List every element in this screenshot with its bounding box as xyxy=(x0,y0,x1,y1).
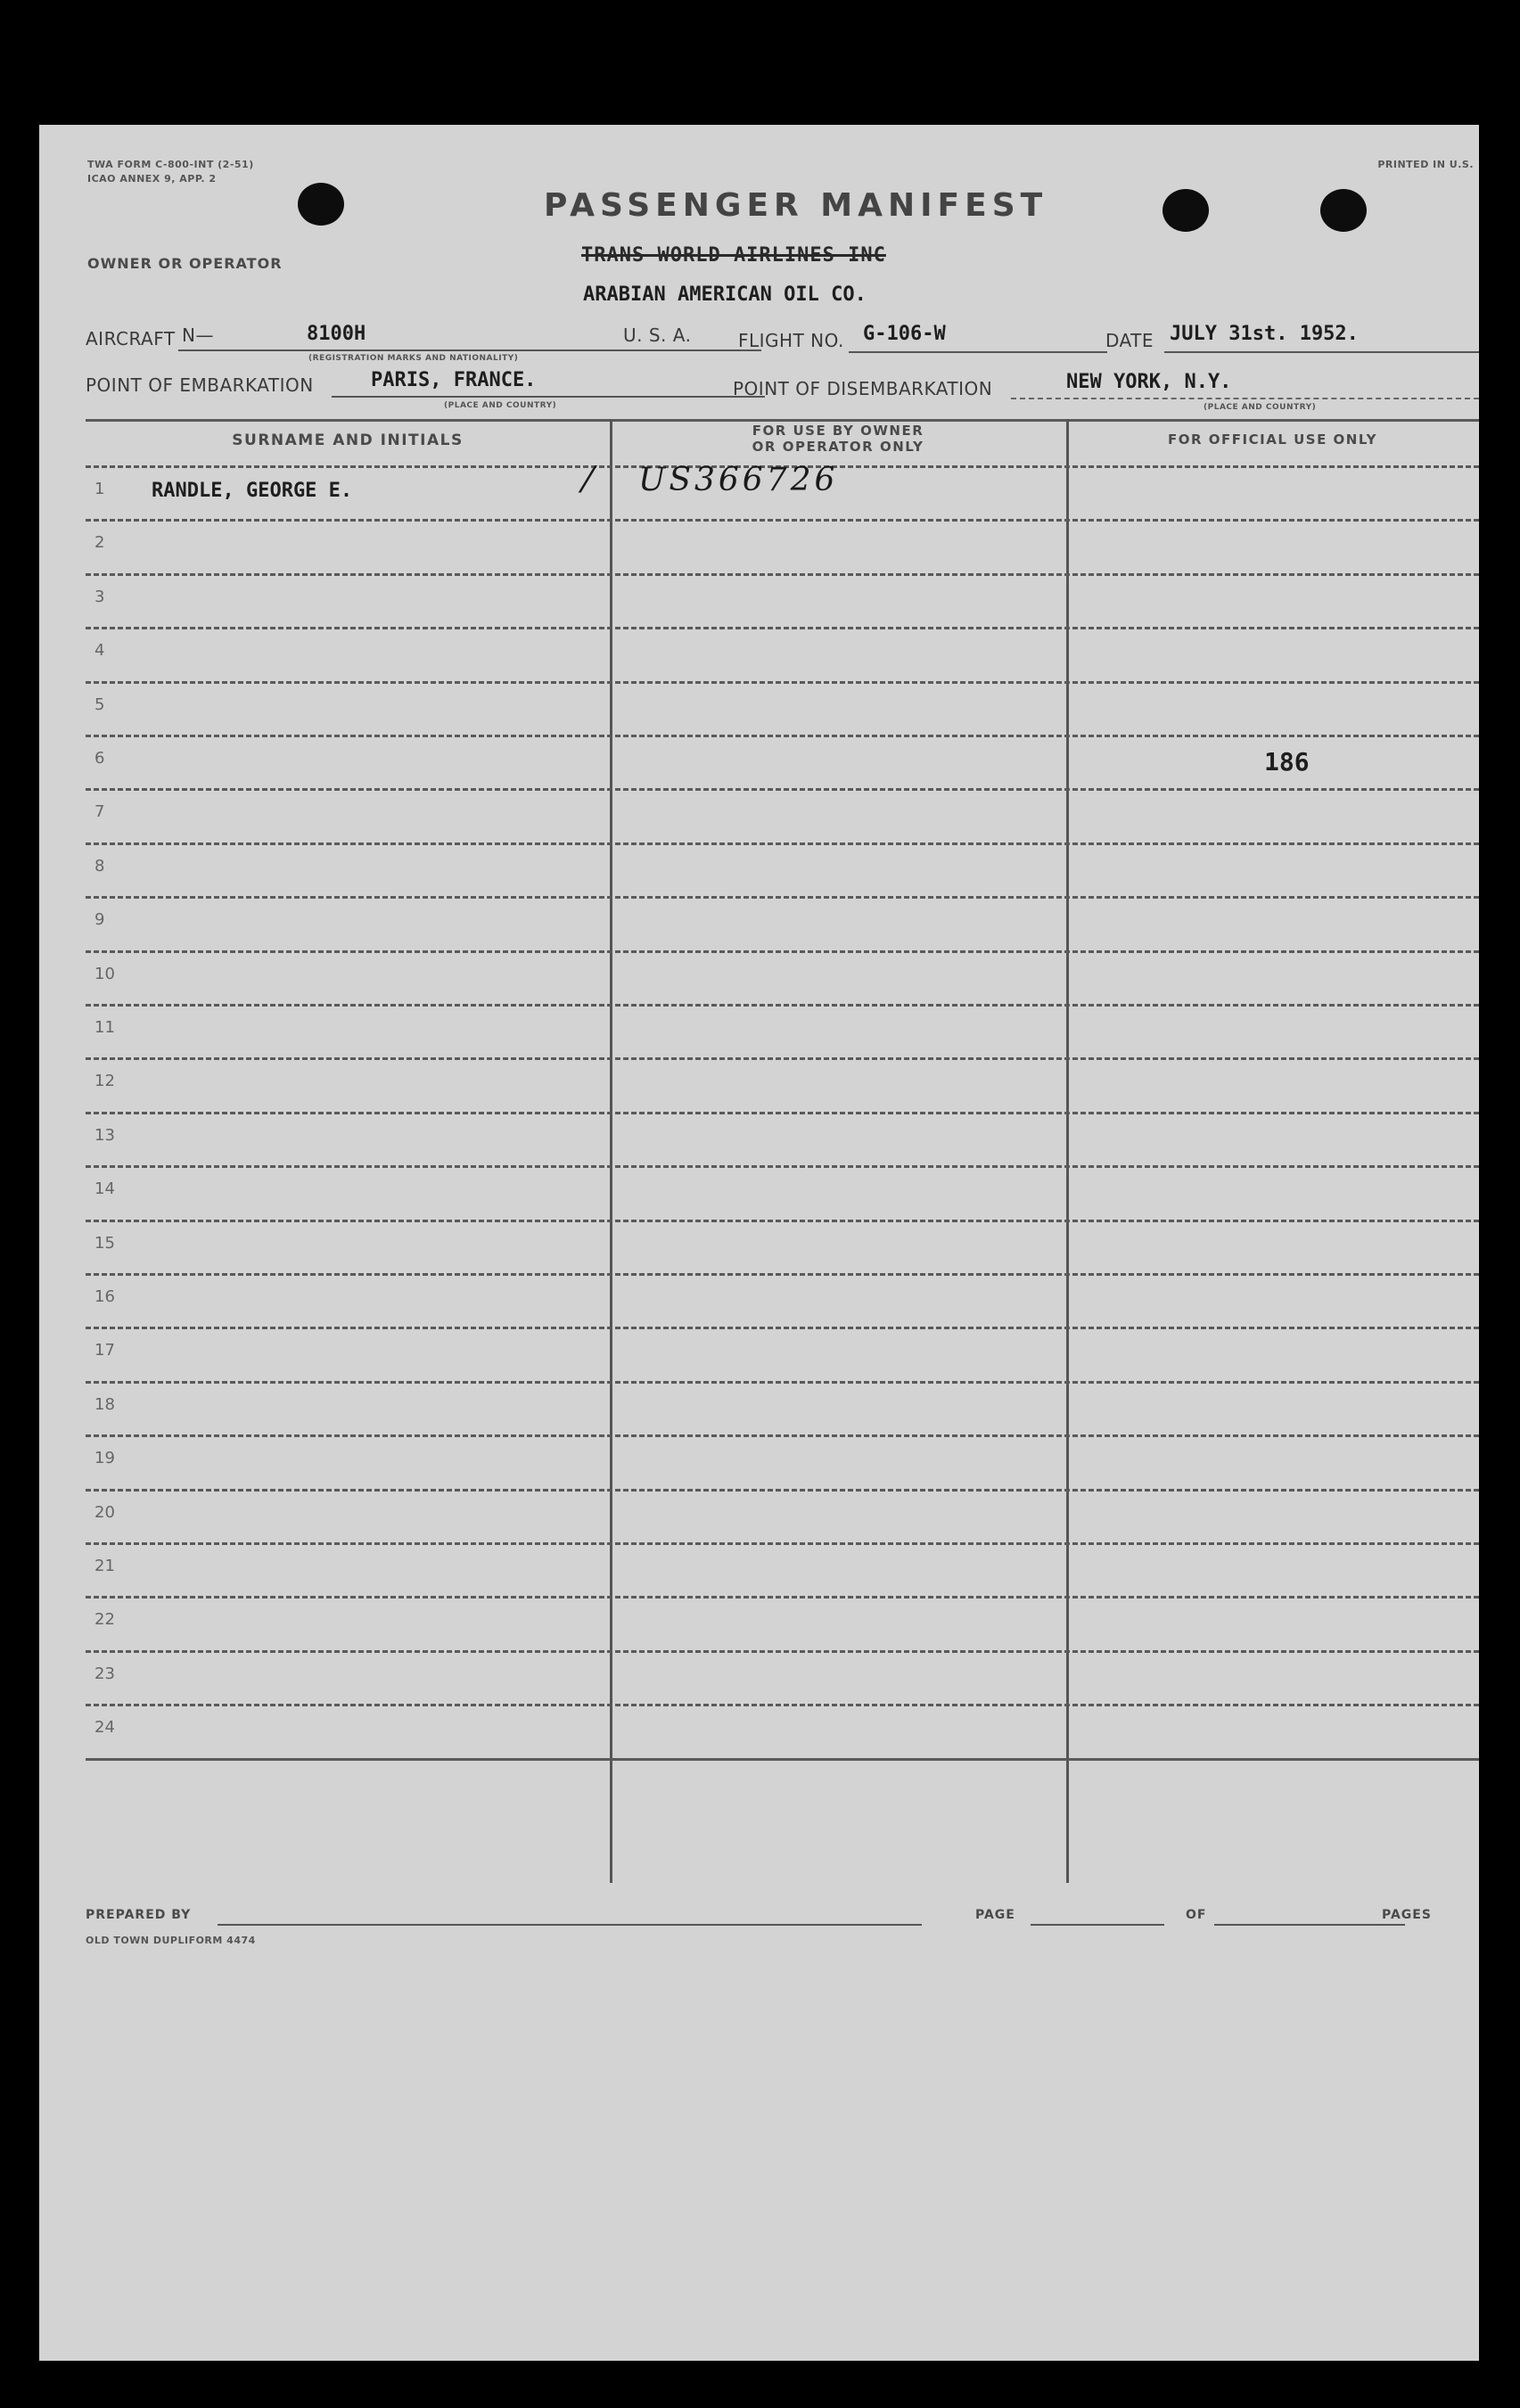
row-number: 9 xyxy=(94,910,105,930)
row-number: 17 xyxy=(94,1341,115,1360)
aircraft-label: AIRCRAFT xyxy=(86,328,176,349)
header-surname: SURNAME AND INITIALS xyxy=(232,431,464,449)
form-title: PASSENGER MANIFEST xyxy=(544,187,1048,224)
printed-in: PRINTED IN U.S. xyxy=(1377,159,1474,170)
prepared-by-line xyxy=(218,1924,922,1926)
printer-imprint: OLD TOWN DUPLIFORM 4474 xyxy=(86,1935,256,1946)
table-row xyxy=(86,1220,1479,1273)
surname-cell: RANDLE, GEORGE E. xyxy=(152,480,353,502)
table-row xyxy=(86,950,1479,1004)
pages-label: PAGES xyxy=(1382,1908,1432,1922)
official-use-cell: 186 xyxy=(1264,747,1310,777)
table-row xyxy=(86,460,1479,519)
row-number: 22 xyxy=(94,1610,115,1630)
prepared-by-label: PREPARED BY xyxy=(86,1908,192,1922)
punch-hole xyxy=(1163,189,1209,232)
icao-reference: ICAO ANNEX 9, APP. 2 xyxy=(87,173,217,185)
row-number: 15 xyxy=(94,1233,115,1253)
embarkation-underline xyxy=(332,396,765,398)
table-row xyxy=(86,1489,1479,1542)
row-number: 8 xyxy=(94,856,105,875)
date-value: JULY 31st. 1952. xyxy=(1170,323,1359,345)
passenger-table xyxy=(86,419,1479,1883)
row-number: 4 xyxy=(94,641,105,661)
table-row xyxy=(86,1542,1479,1596)
row-number: 11 xyxy=(94,1018,115,1037)
table-row xyxy=(86,735,1479,788)
header-owner-line1: FOR USE BY OWNER xyxy=(752,423,924,439)
row-number: 1 xyxy=(94,480,105,498)
disembarkation-caption: (PLACE AND COUNTRY) xyxy=(1204,403,1317,412)
table-row xyxy=(86,788,1479,842)
table-row xyxy=(86,519,1479,572)
embarkation-value: PARIS, FRANCE. xyxy=(371,369,537,391)
table-row xyxy=(86,1650,1479,1704)
row-number: 12 xyxy=(94,1072,115,1091)
aircraft-underline xyxy=(178,349,761,351)
row-number: 24 xyxy=(94,1718,115,1738)
row-number: 10 xyxy=(94,964,115,983)
table-row xyxy=(86,573,1479,627)
table-row xyxy=(86,1112,1479,1165)
punch-hole xyxy=(298,183,344,226)
disembarkation-value: NEW YORK, N.Y. xyxy=(1066,371,1232,393)
table-row xyxy=(86,1704,1479,1757)
flight-value: G-106-W xyxy=(863,323,946,345)
page-label: PAGE xyxy=(975,1908,1015,1922)
flight-underline xyxy=(849,351,1107,353)
of-line xyxy=(1214,1924,1405,1926)
table-row xyxy=(86,1327,1479,1380)
row-number: 21 xyxy=(94,1557,115,1575)
checkmark-icon: ⁄ xyxy=(585,460,591,501)
header-owner-line2: OR OPERATOR ONLY xyxy=(752,439,924,455)
row-number: 20 xyxy=(94,1502,115,1522)
table-row xyxy=(86,1004,1479,1057)
table-row xyxy=(86,1434,1479,1488)
owner-label: OWNER OR OPERATOR xyxy=(87,255,283,272)
manifest-page xyxy=(39,125,1479,2361)
table-row xyxy=(86,1596,1479,1649)
header-official: FOR OFFICIAL USE ONLY xyxy=(1168,431,1377,448)
row-number: 5 xyxy=(94,694,105,714)
date-underline xyxy=(1164,351,1479,353)
row-number: 23 xyxy=(94,1664,115,1683)
owner-value: ARABIAN AMERICAN OIL CO. xyxy=(583,284,867,306)
disembarkation-label: POINT OF DISEMBARKATION xyxy=(733,378,993,399)
row-number: 16 xyxy=(94,1287,115,1306)
date-label: DATE xyxy=(1105,330,1154,351)
table-row xyxy=(86,627,1479,680)
embarkation-label: POINT OF EMBARKATION xyxy=(86,374,314,396)
row-number: 19 xyxy=(94,1449,115,1468)
table-row xyxy=(86,1057,1479,1111)
punch-hole xyxy=(1320,189,1367,232)
table-top-rule xyxy=(86,419,1479,422)
row-number: 2 xyxy=(94,533,105,553)
aircraft-value: 8100H xyxy=(307,323,366,345)
of-label: OF xyxy=(1186,1908,1207,1922)
disembarkation-underline xyxy=(1011,398,1479,399)
embarkation-caption: (PLACE AND COUNTRY) xyxy=(444,401,557,410)
table-row xyxy=(86,1273,1479,1327)
row-number: 18 xyxy=(94,1394,115,1414)
registration-caption: (REGISTRATION MARKS AND NATIONALITY) xyxy=(308,354,519,363)
row-number: 7 xyxy=(94,802,105,822)
page-line xyxy=(1031,1924,1164,1926)
aircraft-nationality: U. S. A. xyxy=(623,325,692,346)
owner-struck-text: TRANS WORLD AIRLINES INC xyxy=(581,244,886,267)
table-row xyxy=(86,842,1479,896)
table-row xyxy=(86,896,1479,949)
row-number: 6 xyxy=(94,749,105,768)
table-row xyxy=(86,1381,1479,1434)
table-row xyxy=(86,681,1479,735)
aircraft-prefix: N— xyxy=(182,325,214,346)
row-number: 13 xyxy=(94,1125,115,1145)
table-row xyxy=(86,1165,1479,1219)
row-number: 3 xyxy=(94,587,105,606)
table-bottom-rule xyxy=(86,1758,1479,1761)
flight-label: FLIGHT NO. xyxy=(738,330,844,351)
row-number: 14 xyxy=(94,1179,115,1199)
form-number: TWA FORM C-800-INT (2-51) xyxy=(87,159,254,170)
owner-use-cell: US366726 xyxy=(638,462,839,498)
